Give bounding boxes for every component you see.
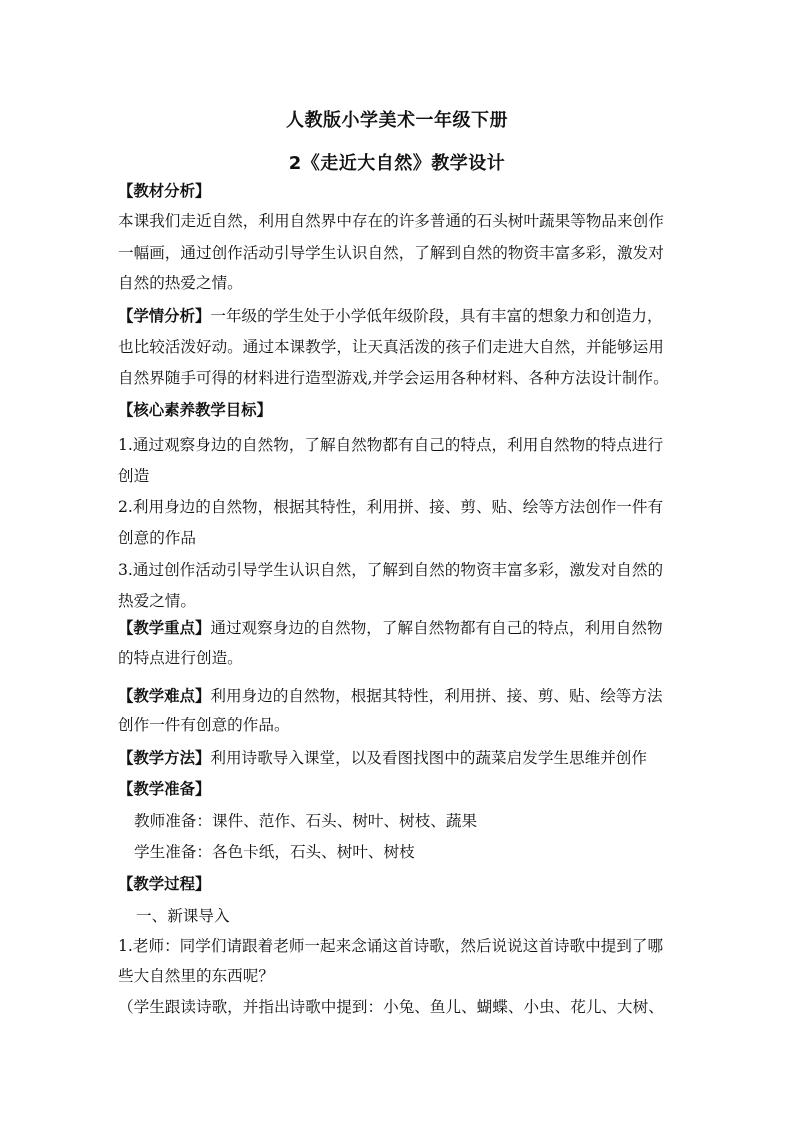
goal-line: 2.利用身边的自然物，根据其特性，利用拼、接、剪、贴、绘等方法创作一件有 xyxy=(118,498,664,516)
section-heading-teaching-prep: 【教学准备】 xyxy=(118,780,211,798)
process-line: 些大自然里的东西呢？ xyxy=(118,967,274,985)
paragraph-line: 也比较活泼好动。通过本课教学，让天真活泼的孩子们走进大自然，并能够运用 xyxy=(118,338,664,356)
paragraph-text: 一年级的学生处于小学低年级阶段，具有丰富的想象力和创造力， xyxy=(210,307,663,325)
goal-line: 热爱之情。 xyxy=(118,592,196,610)
prep-student-line: 学生准备：各色卡纸，石头、树叶、树枝 xyxy=(134,843,415,861)
teaching-key-line xyxy=(118,618,688,638)
section-heading-teaching-process: 【教学过程】 xyxy=(118,875,211,893)
paragraph-text: 通过观察身边的自然物，了解自然物都有自己的特点，利用自然物 xyxy=(210,619,663,637)
teaching-difficulty-line xyxy=(118,686,688,706)
goal-line: 1.通过观察身边的自然物，了解自然物都有自己的特点，利用自然物的特点进行 xyxy=(118,436,664,454)
students-analysis-line xyxy=(118,306,688,326)
paragraph-line: 本课我们走近自然，利用自然界中存在的许多普通的石头树叶蔬果等物品来创作 xyxy=(118,212,664,230)
goal-line: 创意的作品 xyxy=(118,529,196,547)
paragraph-text: 利用诗歌导入课堂，以及看图找图中的蔬菜启发学生思维并创作 xyxy=(210,749,647,767)
goal-line: 创造 xyxy=(118,467,150,485)
paragraph-text: 利用身边的自然物，根据其特性，利用拼、接、剪、贴、绘等方法 xyxy=(210,687,663,705)
section-heading-teaching-key: 【教学重点】 xyxy=(118,619,211,637)
teaching-method-line xyxy=(118,748,688,768)
document-subtitle: 2《走近大自然》教学设计 xyxy=(288,153,506,174)
section-heading-teaching-method: 【教学方法】 xyxy=(118,749,211,767)
section-heading-student-analysis: 【学情分析】 xyxy=(118,307,211,325)
paragraph-line: 自然的热爱之情。 xyxy=(118,274,243,292)
paragraph-line: 创作一件有创意的作品。 xyxy=(118,716,290,734)
paragraph-line: 一幅画，通过创作活动引导学生认识自然，了解到自然的物资丰富多彩，激发对 xyxy=(118,244,664,262)
section-heading-teaching-difficulty: 【教学难点】 xyxy=(118,687,211,705)
paragraph-line: 自然界随手可得的材料进行造型游戏,并学会运用各种材料、各种方法设计制作。 xyxy=(118,369,669,387)
section-heading-textbook-analysis: 【教材分析】 xyxy=(118,182,211,200)
process-line: （学生跟读诗歌，并指出诗歌中提到：小兔、鱼儿、蝴蝶、小虫、花儿、大树、 xyxy=(118,998,664,1016)
process-line: 1.老师：同学们请跟着老师一起来念诵这首诗歌，然后说说这首诗歌中提到了哪 xyxy=(118,937,664,955)
document-title: 人教版小学美术一年级下册 xyxy=(286,110,508,131)
prep-teacher-line: 教师准备：课件、范作、石头、树叶、树枝、蔬果 xyxy=(134,812,478,830)
goal-line: 3.通过创作活动引导学生认识自然，了解到自然的物资丰富多彩，激发对自然的 xyxy=(118,561,664,579)
section-heading-core-goals: 【核心素养教学目标】 xyxy=(118,401,272,419)
process-subheading: 一、新课导入 xyxy=(136,907,230,925)
paragraph-line: 的特点进行创造。 xyxy=(118,649,243,667)
